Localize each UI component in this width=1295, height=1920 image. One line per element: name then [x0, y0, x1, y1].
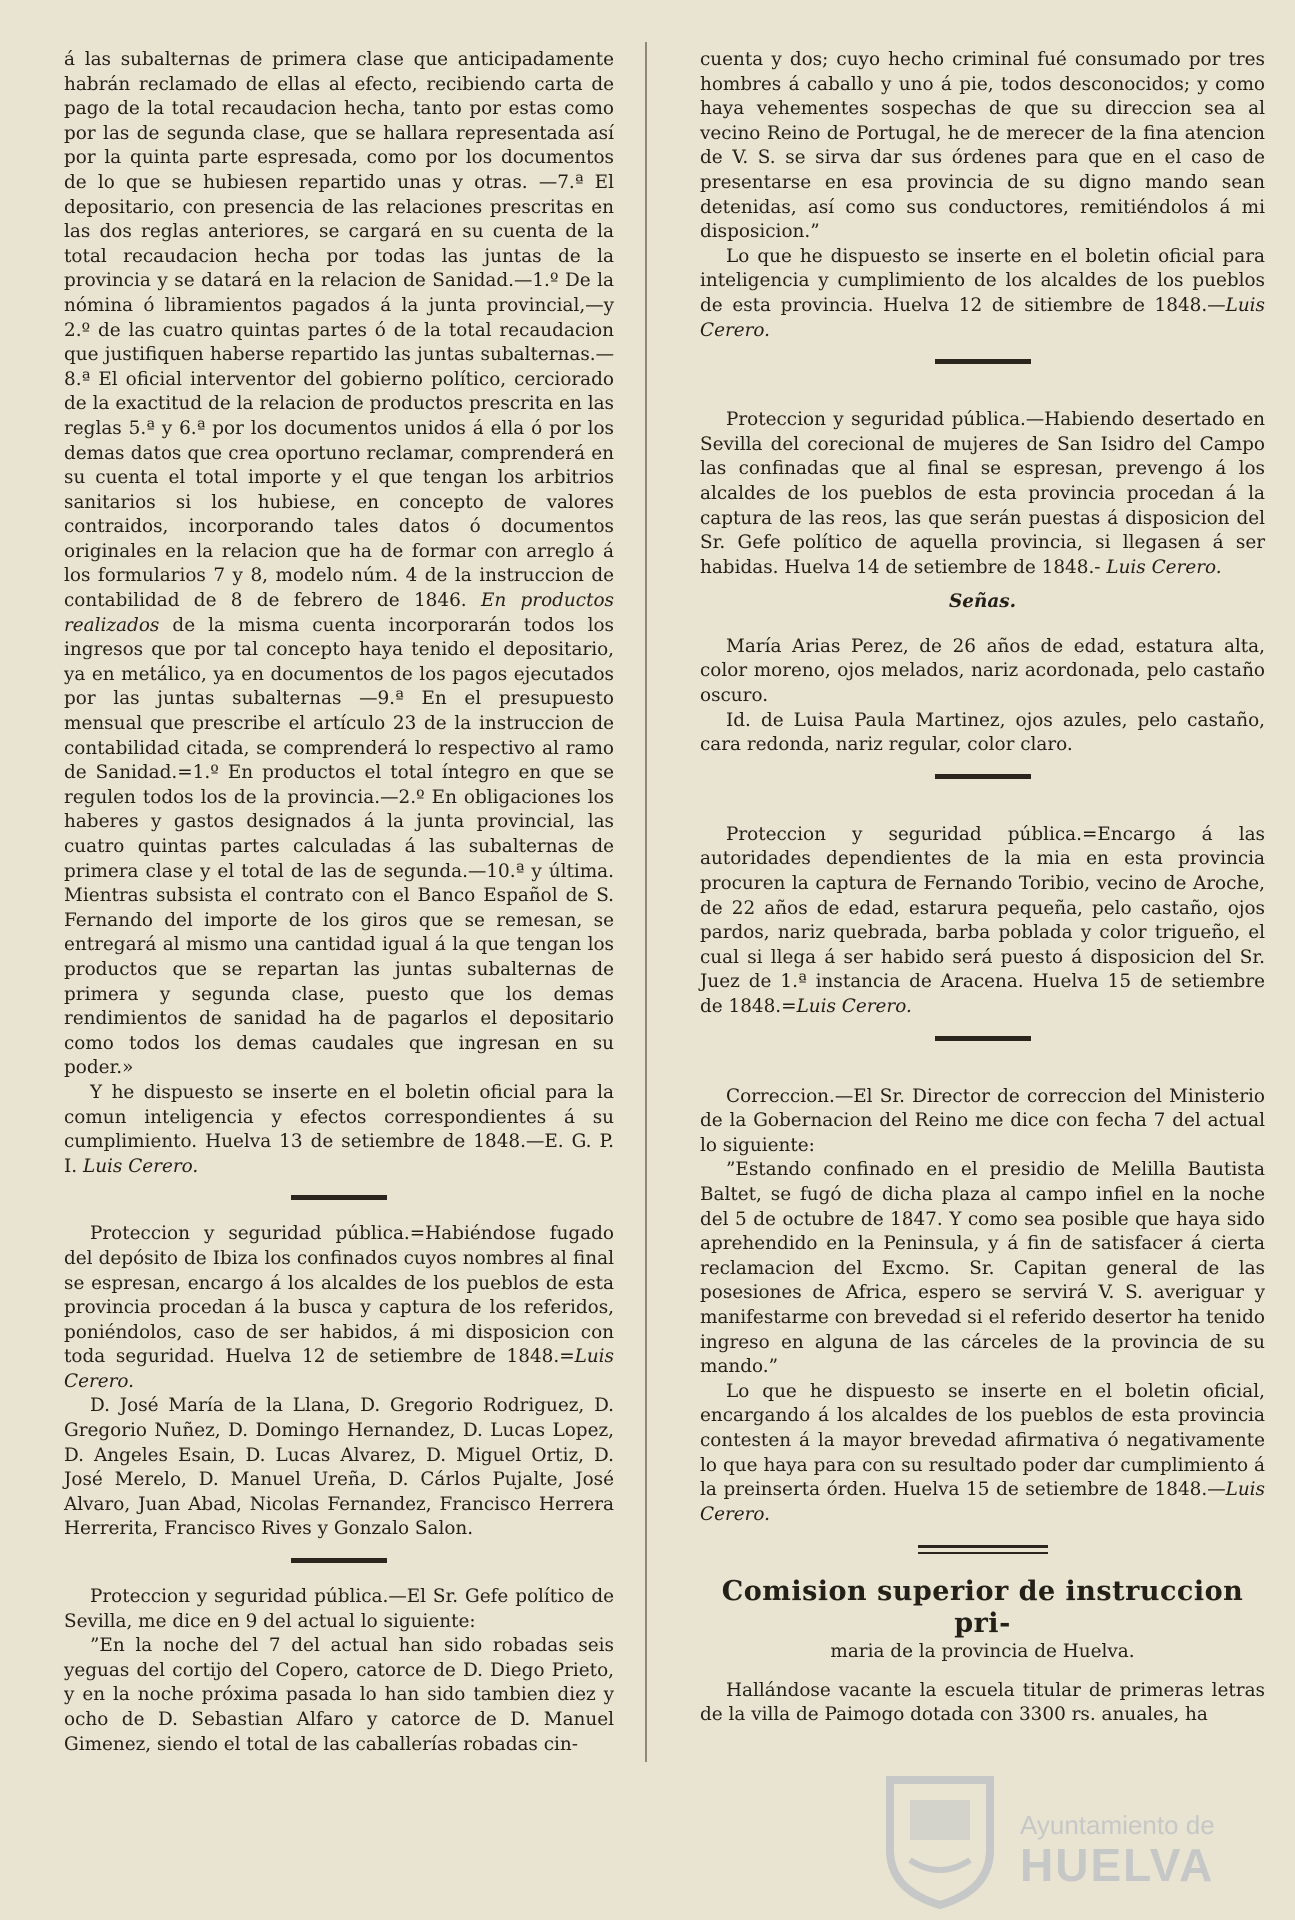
right-column [700, 48, 1265, 1728]
left-paragraph [64, 48, 614, 1081]
right-text-6: Proteccion y seguridad pública.=Encargo á las autoridades dependientes de la mia en esta provincia procuren la captura de Fernando Toribio, vecino de Aroche, de 22 años de edad, estarura pequeña, pelo castaño, ojos pardos, nariz quebrada, barba poblada y color trigueño, el cual si llega á ser habido será puesto á disposicion del Sr. Juez de 1.ª instancia de Aracena. Huelva 15 de setiembre de 1848.= [700, 823, 1265, 1017]
spacer [700, 1063, 1265, 1085]
signature: Luis Cerero. [64, 1346, 614, 1392]
right-paragraph-escuela: Hallándose vacante la escuela titular de primeras letras de la villa de Paimogo dotada con 3300 rs. anuales, ha [700, 1679, 1265, 1726]
right-paragraph-cont: cuenta y dos; cuyo hecho criminal fué consumado por tres hombres á caballo y uno á pie, todos desconocidos; y como haya vehementes sospechas de que su direccion sea al vecino Reino de Portugal, he de merecer de la fina atencion de V. S. se sirva dar sus órdenes para que en el caso de presentarse en esa provincia de su digno mando sean detenidas, así como sus conductores, remitiéndolos á mi disposicion.” [700, 49, 1265, 243]
right-paragraph-melilla: ”Estando confinado en el presidio de Melilla Bautista Baltet, se fugó de dicha plaza al campo infiel en la noche del 5 de octubre de 1847. Y como sea posible que haya sido aprehendido en la Peninsula, y á fin de satisfacer á cierta reclamacion del Excmo. Sr. Capitan general de las posesiones de Africa, espero se servirá V. S. averiguar y manifestarme con brevedad si el referido desertor ha tenido ingreso en alguna de las cárceles de la provincia de su mando.” [700, 1159, 1265, 1378]
section-heading: Comision superior de instruccion pri- [721, 1576, 1244, 1640]
left-paragraph-sevilla: Proteccion y seguridad pública.—El Sr. Gefe político de Sevilla, me dice en 9 del actual lo siguiente: [64, 1586, 614, 1632]
right-paragraph-order [700, 245, 1265, 343]
right-paragraph-closing [700, 1380, 1265, 1528]
right-paragraph-maria: María Arias Perez, de 26 años de edad, estatura alta, color moreno, ojos melados, nariz acordonada, pelo castaño oscuro. [700, 635, 1265, 707]
section-subheading: maria de la provincia de Huelva. [830, 1641, 1135, 1663]
spacer [700, 386, 1265, 408]
signature: Luis Cerero. [700, 1479, 1265, 1525]
section-rule [935, 1036, 1031, 1041]
column-divider [645, 42, 647, 1762]
watermark-logo [880, 1770, 1260, 1910]
left-text-3: Proteccion y seguridad pública.=Habiéndose fugado del depósito de Ibiza los confinados cuyos nombres al final se espresan, encargo á los alcaldes de los pueblos de esta provincia procedan á la busca y captura de los referidos, poniéndolos, caso de ser habidos, á mi disposicion con toda seguridad. Huelva 12 de setiembre de 1848.= [64, 1223, 614, 1368]
watermark-line1: Ayuntamiento de [1020, 1810, 1215, 1840]
left-paragraph-ibiza [64, 1222, 614, 1394]
left-text-2: Y he dispuesto se inserte en el boletin oficial para la comun inteligencia y efectos correspondientes á su cumplimiento. Huelva 13 de setiembre de 1848.—E. G. P. I. [64, 1081, 614, 1177]
right-text-2: Lo que he dispuesto se inserte en el boletin oficial para inteligencia y cumplimiento de los alcaldes de los pueblos de esta provincia. Huelva 12 de sitiembre de 1848.— [700, 245, 1265, 316]
signature: Luis Cerero. [700, 294, 1265, 341]
signature: Luis Cerero. [1106, 556, 1222, 578]
right-paragraph-correccion: Correccion.—El Sr. Director de correccion del Ministerio de la Gobernacion del Reino me dice con fecha 7 del actual lo siguiente: [700, 1085, 1265, 1156]
left-paragraph-names: D. José María de la Llana, D. Gregorio Rodriguez, D. Gregorio Nuñez, D. Domingo Hernandez, D. Lucas Lopez, D. Angeles Esain, D. Lucas Alvarez, D. Miguel Ortiz, D. José Merelo, D. Manuel Ureña, D. Cárlos Pujalte, José Alvaro, Juan Abad, Nicolas Fernandez, Francisco Herrera Herrerita, Francisco Rives y Gonzalo Salon. [64, 1395, 614, 1540]
left-column [64, 48, 614, 1757]
section-rule [935, 774, 1031, 779]
section-rule [935, 359, 1031, 364]
section-rule [291, 1558, 387, 1563]
left-text-1-cont: de la misma cuenta incorporarán todos los ingresos que por tal concepto haya tenido el depositario, ya en metálico, ya en documentos de los pagos ejecutados por las juntas subalternas —9.ª En el presupuesto mensual que prescribe el artículo 23 de la instruccion de contabilidad citada, se comprenderá lo respectivo al ramo de Sanidad.=1.º En productos el total íntegro en que se regulen todos los de la provincia.—2.º En obligaciones los haberes y gastos designados á la junta provincial, las cuatro quintas partes calculadas á las subalternas de primera clase y el total de las de segunda.—10.ª y última. Mientras subsista el contrato con el Banco Español de S. Fernando del importe de los giros que se remesan, se entregará al mismo una cantidad igual á la que tengan los productos que se repartan las juntas subalternas de primera y segunda clase, puesto que los demas rendimientos de sanidad ha de pagarlos el depositario como todos los demas caudales que ingresan en su poder.» [64, 614, 614, 1079]
signature: Luis Cerero. [82, 1155, 199, 1177]
spacer [700, 801, 1265, 823]
left-paragraph-robbery: ”En la noche del 7 del actual han sido robadas seis yeguas del cortijo del Copero, catorce de D. Diego Prieto, y en la noche próxima pasada lo han sido tambien diez y ocho de D. Sebastian Alfaro y catorce de D. Manuel Gimenez, siendo el total de las caballerías robadas cin- [64, 1635, 614, 1755]
left-italic-phrase: En productos realizados [64, 590, 614, 636]
signature: Luis Cerero. [796, 996, 912, 1017]
right-text-9: Lo que he dispuesto se inserte en el boletin oficial, encargando á los alcaldes de los pueblos de esta provincia contesten á la mayor brevedad afirmativa ó negativamente lo que haya para con su resultado poder dar cumplimiento á la preinserta órden. Huelva 15 de setiembre de 1848.— [700, 1380, 1265, 1501]
right-paragraph-deserters [700, 408, 1265, 580]
right-paragraph-luisa: Id. de Luisa Paula Martinez, ojos azules, pelo castaño, cara redonda, nariz regular, color claro. [700, 709, 1265, 756]
senas-title: Señas. [948, 591, 1017, 613]
watermark-line2: HUELVA [1020, 1839, 1215, 1891]
right-paragraph-toribio [700, 823, 1265, 1020]
section-rule [291, 1195, 387, 1200]
shield-icon [880, 1770, 1000, 1910]
left-paragraph-closing [64, 1081, 614, 1179]
section-rule-double [918, 1545, 1048, 1554]
right-text-3: Proteccion y seguridad pública.—Habiendo desertado en Sevilla del corecional de mujeres de San Isidro del Campo las confinadas que al final se espresan, prevengo á los alcaldes de los pueblos de esta provincia procedan á la captura de las reos, las que serán puestas á disposicion del Sr. Gefe político de aquella provincia, si llegasen á ser habidas. Huelva 14 de setiembre de 1848.- [700, 409, 1265, 578]
left-text-1: á las subalternas de primera clase que anticipadamente habrán reclamado de ellas al efecto, recibiendo carta de pago de la total recaudacion hecha, tanto por estas como por las de segunda clase, que se hallara representada así por la quinta parte espresada, como por los documentos de lo que se hubiesen repartido unas y otras. —7.ª El depositario, con presencia de las relaciones prescritas en las dos reglas anteriores, se cargará en su cuenta de la total recaudacion hecha por todas las juntas de la provincia y se datará en la relacion de Sanidad.—1.º De la nómina ó libramientos pagados á la junta provincial,—y 2.º de las cuatro quintas partes ó de la total recaudacion que justifiquen haberse repartido las juntas subalternas.—8.ª El oficial interventor del gobierno político, cerciorado de la exactitud de la relacion de productos prescrita en las reglas 5.ª y 6.ª por los documentos unidos á ella ó por los demas datos que crea oportuno reclamar, comprenderá en su cuenta el total importe y el que tengan los arbitrios sanitarios si los hubiese, en concepto de valores contraidos, incorporando tales datos ó documentos originales en la relacion que ha de formar con arreglo á los formularios 7 y 8, modelo núm. 4 de la instruccion de contabilidad de 8 de febrero de 1846. [64, 49, 614, 612]
